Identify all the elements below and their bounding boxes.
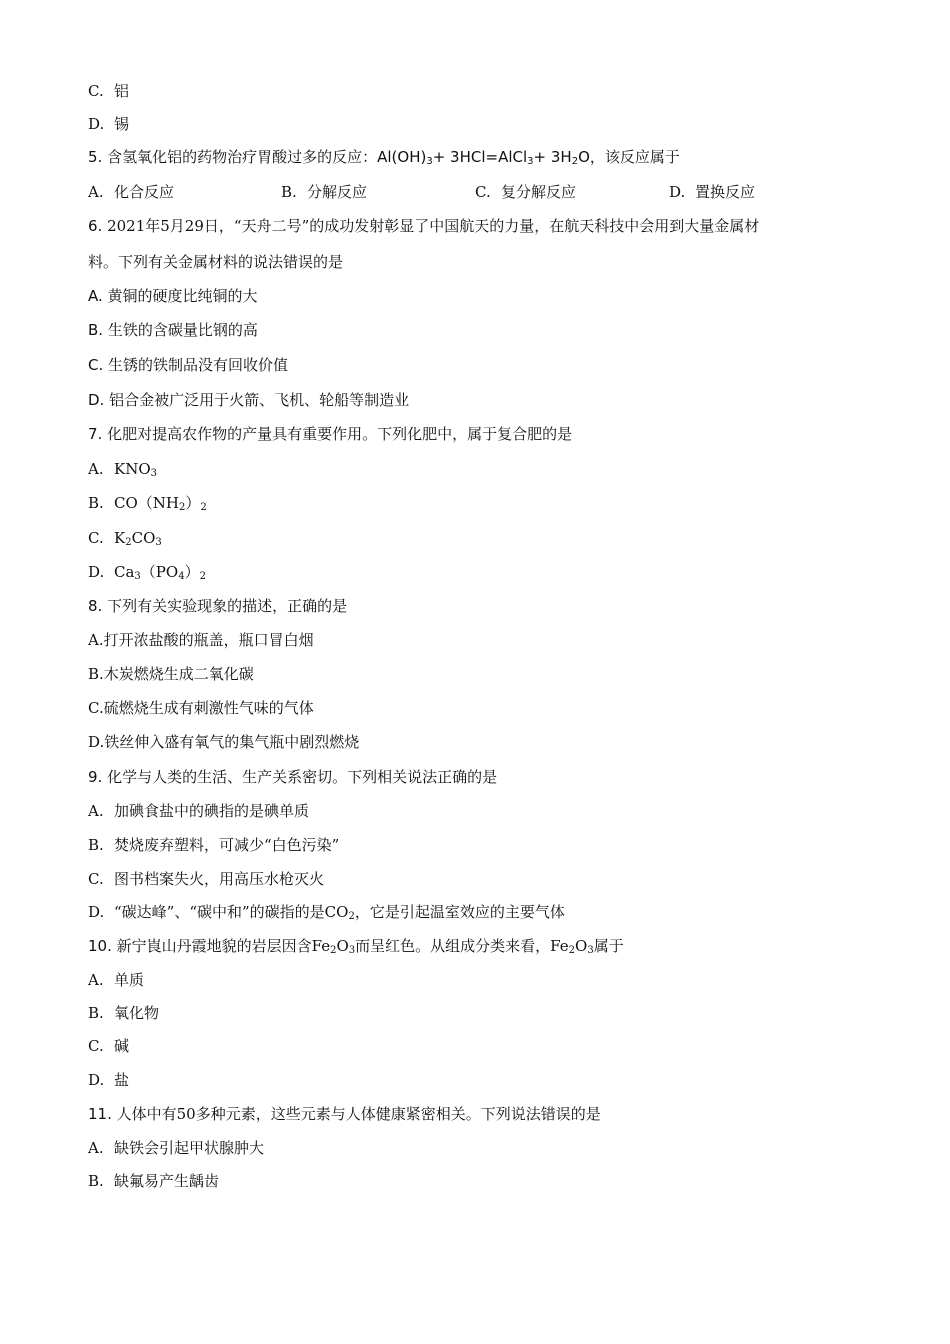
option-text: 焚烧废弃塑料，可减少“白色污染” bbox=[114, 836, 340, 854]
q11-option-a bbox=[88, 1138, 264, 1158]
subscript: 3 bbox=[150, 468, 158, 479]
option-label: C. bbox=[88, 1037, 104, 1055]
q7-option-b bbox=[88, 493, 207, 513]
option-label: A. bbox=[88, 183, 104, 201]
q9-stem bbox=[88, 767, 497, 787]
question-number: 10. bbox=[88, 937, 112, 955]
formula: CO bbox=[131, 529, 156, 547]
subscript: 2 bbox=[125, 537, 132, 548]
q9-option-d bbox=[88, 902, 565, 922]
option-text: 缺铁会引起甲状腺肿大 bbox=[114, 1139, 265, 1157]
option-label: B. bbox=[88, 836, 104, 854]
option-label: D. bbox=[88, 733, 105, 751]
option-label: B. bbox=[88, 665, 104, 683]
option-text: 锡 bbox=[114, 115, 130, 133]
q6-option-d bbox=[88, 390, 409, 410]
option-text: 碱 bbox=[114, 1037, 130, 1055]
option-text: 化合反应 bbox=[114, 183, 175, 201]
option-text: 生锈的铁制品没有回收价值 bbox=[108, 356, 289, 374]
q4-option-d bbox=[88, 114, 129, 134]
equation-part: O bbox=[578, 148, 590, 166]
option-label: C. bbox=[88, 82, 104, 100]
option-label: A. bbox=[88, 802, 104, 820]
q4-option-c bbox=[88, 81, 129, 101]
q10-option-b bbox=[88, 1003, 159, 1023]
option-label: D. bbox=[88, 115, 105, 133]
q9-option-c bbox=[88, 869, 324, 889]
option-label: C. bbox=[88, 529, 104, 547]
option-label: C. bbox=[88, 870, 104, 888]
q8-option-b bbox=[88, 664, 254, 684]
option-text: 置换反应 bbox=[695, 183, 756, 201]
option-text: 复分解反应 bbox=[501, 183, 577, 201]
question-number: 8. bbox=[88, 597, 103, 615]
q5-option-c bbox=[475, 182, 576, 202]
q8-option-d bbox=[88, 732, 359, 752]
question-number: 6. bbox=[88, 217, 103, 235]
option-text: 生铁的含碳量比钢的高 bbox=[107, 321, 258, 339]
subscript: 3 bbox=[587, 945, 594, 956]
q10-stem bbox=[88, 936, 624, 956]
question-number: 7. bbox=[88, 425, 103, 443]
option-text: 铝 bbox=[114, 82, 130, 100]
formula: （PO bbox=[140, 563, 179, 581]
formula: KNO bbox=[114, 460, 151, 478]
q5-option-a bbox=[88, 182, 174, 202]
option-label: A. bbox=[88, 287, 103, 305]
option-text: 图书档案失火，用高压水枪灭火 bbox=[114, 870, 325, 888]
q5-option-d bbox=[669, 182, 755, 202]
subscript: 2 bbox=[178, 502, 186, 513]
question-number: 11. bbox=[88, 1105, 112, 1123]
q10-option-c bbox=[88, 1036, 129, 1056]
q7-option-c bbox=[88, 528, 162, 548]
subscript: 3 bbox=[426, 156, 433, 167]
formula: ） bbox=[185, 494, 201, 512]
option-label: B. bbox=[88, 1004, 104, 1022]
q11-option-b bbox=[88, 1171, 219, 1191]
option-label: B. bbox=[88, 1172, 104, 1190]
stem-text: O bbox=[336, 937, 349, 955]
subscript: 2 bbox=[568, 945, 576, 956]
option-label: D. bbox=[88, 391, 105, 409]
stem-text: 而呈红色。从组成分类来看，Fe bbox=[355, 937, 569, 955]
option-text: 单质 bbox=[114, 971, 145, 989]
subscript: 3 bbox=[134, 571, 141, 582]
stem-text: 新宁崀山丹霞地貌的岩层因含Fe bbox=[116, 937, 331, 955]
option-text: 铁丝伸入盛有氧气的集气瓶中剧烈燃烧 bbox=[104, 733, 360, 751]
subscript: 3 bbox=[348, 945, 356, 956]
option-label: A. bbox=[88, 460, 104, 478]
subscript: 2 bbox=[571, 156, 579, 167]
option-label: A. bbox=[88, 971, 104, 989]
option-text: 缺氟易产生龋齿 bbox=[114, 1172, 220, 1190]
option-text: 加碘食盐中的碘指的是碘单质 bbox=[114, 802, 310, 820]
q7-option-a bbox=[88, 459, 157, 479]
equation-part: + 3HCl=AlCl bbox=[432, 148, 528, 166]
q6-stem-line2 bbox=[88, 252, 343, 272]
formula: Ca bbox=[114, 563, 135, 581]
q6-option-a bbox=[88, 286, 258, 306]
option-text: 硫燃烧生成有刺激性气味的气体 bbox=[103, 699, 314, 717]
option-label: B. bbox=[281, 183, 297, 201]
stem-text: 料。下列有关金属材料的说法错误的是 bbox=[88, 253, 344, 271]
question-number: 5. bbox=[88, 148, 103, 166]
q9-option-a bbox=[88, 801, 309, 821]
formula: CO（NH bbox=[114, 494, 179, 512]
option-label: D. bbox=[88, 903, 105, 921]
subscript: 2 bbox=[200, 502, 207, 513]
q8-stem bbox=[88, 596, 347, 616]
formula: K bbox=[114, 529, 126, 547]
subscript: 3 bbox=[527, 156, 534, 167]
option-label: D. bbox=[88, 563, 105, 581]
option-text: 氧化物 bbox=[114, 1004, 160, 1022]
stem-text: O bbox=[575, 937, 588, 955]
option-label: C. bbox=[88, 699, 104, 717]
subscript: 2 bbox=[199, 571, 206, 582]
q11-stem bbox=[88, 1104, 601, 1124]
subscript: 4 bbox=[178, 571, 185, 582]
subscript: 2 bbox=[330, 945, 337, 956]
subscript: 2 bbox=[348, 911, 355, 922]
q6-option-b bbox=[88, 320, 258, 340]
equation-part: Al(OH) bbox=[377, 148, 427, 166]
q8-option-c bbox=[88, 698, 314, 718]
option-label: C. bbox=[475, 183, 491, 201]
option-label: D. bbox=[88, 1071, 105, 1089]
option-label: A. bbox=[88, 631, 104, 649]
stem-text: 化肥对提高农作物的产量具有重要作用。下列化肥中，属于复合肥的是 bbox=[107, 425, 573, 443]
q10-option-a bbox=[88, 970, 144, 990]
q6-option-c bbox=[88, 355, 288, 375]
stem-text: 化学与人类的生活、生产关系密切。下列相关说法正确的是 bbox=[107, 768, 498, 786]
option-text: 木炭燃烧生成二氧化碳 bbox=[103, 665, 254, 683]
option-text: 分解反应 bbox=[307, 183, 368, 201]
q10-option-d bbox=[88, 1070, 129, 1090]
subscript: 3 bbox=[155, 537, 162, 548]
option-label: A. bbox=[88, 1139, 104, 1157]
option-label: B. bbox=[88, 494, 104, 512]
question-number: 9. bbox=[88, 768, 103, 786]
stem-text: ，该反应属于 bbox=[589, 148, 680, 166]
q5-stem bbox=[88, 147, 680, 167]
option-label: C. bbox=[88, 356, 104, 374]
option-text: “碳达峰”、“碳中和”的碳指的是CO bbox=[114, 903, 349, 921]
option-label: B. bbox=[88, 321, 104, 339]
option-text: 黄铜的硬度比纯铜的大 bbox=[107, 287, 258, 305]
option-text: 打开浓盐酸的瓶盖，瓶口冒白烟 bbox=[103, 631, 314, 649]
q5-option-b bbox=[281, 182, 367, 202]
stem-text: 含氢氧化铝的药物治疗胃酸过多的反应： bbox=[107, 148, 378, 166]
q8-option-a bbox=[88, 630, 314, 650]
stem-text: 2021年5月29日，“天舟二号”的成功发射彰显了中国航天的力量，在航天科技中会用到大量金属材 bbox=[107, 217, 760, 235]
q7-stem bbox=[88, 424, 572, 444]
stem-text: 下列有关实验现象的描述，正确的是 bbox=[107, 597, 348, 615]
stem-text: 人体中有50多种元素，这些元素与人体健康紧密相关。下列说法错误的是 bbox=[116, 1105, 601, 1123]
q9-option-b bbox=[88, 835, 339, 855]
q6-stem-line1 bbox=[88, 216, 759, 236]
formula: ） bbox=[184, 563, 200, 581]
option-text: ，它是引起温室效应的主要气体 bbox=[354, 903, 565, 921]
option-text: 铝合金被广泛用于火箭、飞机、轮船等制造业 bbox=[109, 391, 410, 409]
option-label: D. bbox=[669, 183, 686, 201]
option-text: 盐 bbox=[114, 1071, 130, 1089]
equation-part: + 3H bbox=[533, 148, 572, 166]
q5-options bbox=[88, 182, 848, 202]
q7-option-d bbox=[88, 562, 206, 582]
stem-text: 属于 bbox=[593, 937, 624, 955]
